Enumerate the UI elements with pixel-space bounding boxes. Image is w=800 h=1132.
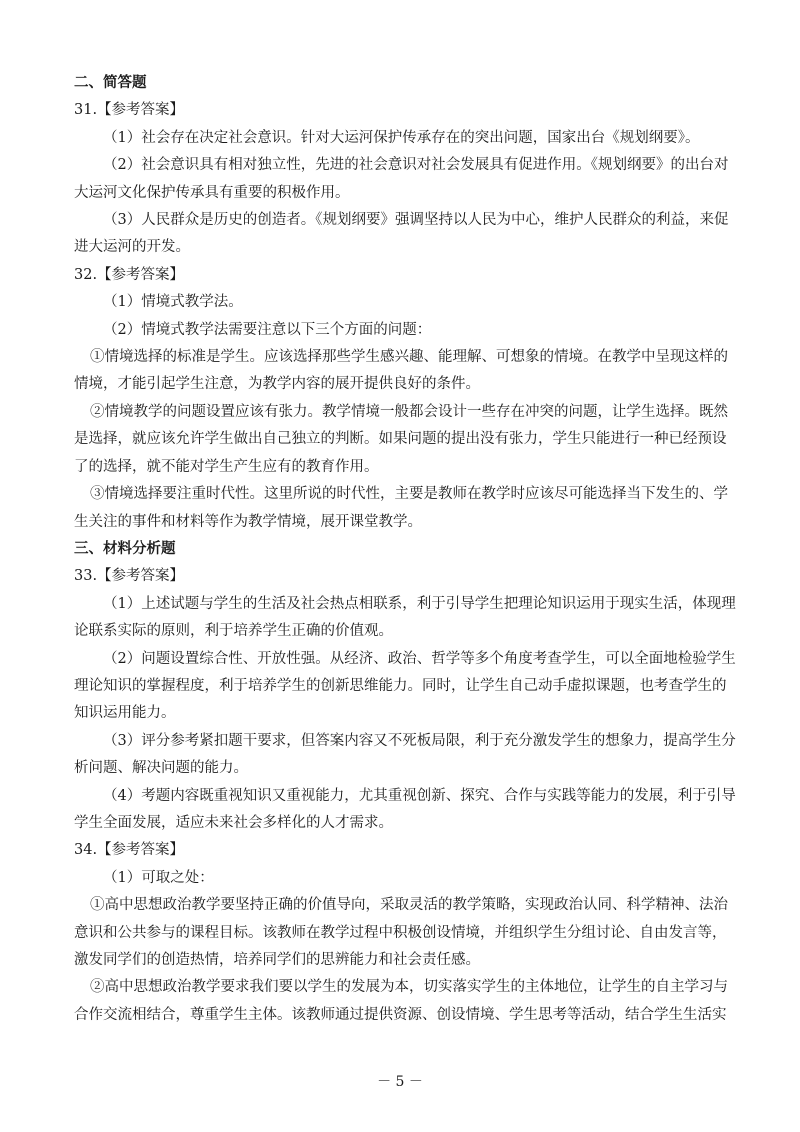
text-line: 生关注的事件和材料等作为教学情境，展开课堂教学。 [74,513,422,530]
section-heading: 二、简答题 [74,75,147,91]
text-line: （1）上述试题与学生的生活及社会热点相联系，利于引导学生把理论知识运用于现实生活，体现理 [103,595,736,612]
text-line: ③情境选择要注重时代性。这里所说的时代性，主要是教师在教学时应该尽可能选择当下发生的、学 [90,486,728,503]
text-line: 论联系实际的原则，利于培养学生正确的价值观。 [74,623,393,640]
document-body [74,70,736,1029]
text-line: （4）考题内容既重视知识又重视能力，尤其重视创新、探究、合作与实践等能力的发展，利于引导 [103,787,736,804]
text-line: ①情境选择的标准是学生。应该选择那些学生感兴趣、能理解、可想象的情境。在教学中呈现这样的 [90,349,728,366]
text-line: 是选择，就应该允许学生做出自己独立的判断。如果问题的提出没有张力，学生只能进行一种已经预设 [74,431,727,448]
text-line: 情境，才能引起学生注意，为教学内容的展开提供良好的条件。 [74,376,480,393]
text-line: 学生全面发展，适应未来社会多样化的人才需求。 [74,814,393,831]
text-line: 知识运用能力。 [74,705,176,722]
text-line: ②高中思想政治教学要求我们要以学生的发展为本，切实落实学生的主体地位，让学生的自主学习与 [90,979,728,996]
text-line: 31.【参考答案】 [74,102,185,119]
text-line: 大运河文化保护传承具有重要的积极作用。 [74,184,350,201]
text-line: 33.【参考答案】 [74,568,185,585]
text-line: （1）情境式教学法。 [103,294,243,311]
text-line: （2）情境式教学法需要注意以下三个方面的问题： [103,321,432,338]
text-line: （3）评分参考紧扣题干要求，但答案内容又不死板局限，利于充分激发学生的想象力，提高学生分 [103,732,736,749]
text-line: 32.【参考答案】 [74,266,185,283]
text-line: ②情境教学的问题设置应该有张力。教学情境一般都会设计一些存在冲突的问题，让学生选择。既然 [90,403,728,420]
text-line: （3）人民群众是历史的创造者。《规划纲要》强调坚持以人民为中心，维护人民群众的利益，来促 [103,212,729,229]
text-line: 析问题、解决问题的能力。 [74,760,248,777]
text-line: （1）可取之处： [103,869,214,886]
text-line: 激发同学们的创造热情，培养同学们的思辨能力和社会责任感。 [74,952,480,968]
text-line: （2）问题设置综合性、开放性强。从经济、政治、哲学等多个角度考查学生，可以全面地检验学生 [103,650,736,667]
text-line: （2）社会意识具有相对独立性，先进的社会意识对社会发展具有促进作用。《规划纲要》的出台对 [103,157,729,174]
text-line: 进大运河的开发。 [74,239,190,256]
text-line: 合作交流相结合，尊重学生主体。该教师通过提供资源、创设情境、学生思考等活动，结合学生生活实 [74,1006,727,1023]
text-line: （1）社会存在决定社会意识。针对大运河保护传承存在的突出问题，国家出台《规划纲要》。 [103,129,700,146]
section-heading: 三、材料分析题 [74,540,176,557]
page-number: － 5 － [377,1074,423,1090]
text-line: 意识和公共参与的课程目标。该教师在教学过程中积极创设情境，并组织学生分组讨论、自由发言等， [74,924,727,941]
text-line: ①高中思想政治教学要坚持正确的价值导向，采取灵活的教学策略，实现政治认同、科学精神、法治 [90,897,728,914]
text-line: 34.【参考答案】 [74,842,185,859]
text-line: 了的选择，就不能对学生产生应有的教育作用。 [74,458,379,475]
text-line: 理论知识的掌握程度，利于培养学生的创新思维能力。同时，让学生自己动手虚拟课题，也考查学生的 [74,677,727,694]
